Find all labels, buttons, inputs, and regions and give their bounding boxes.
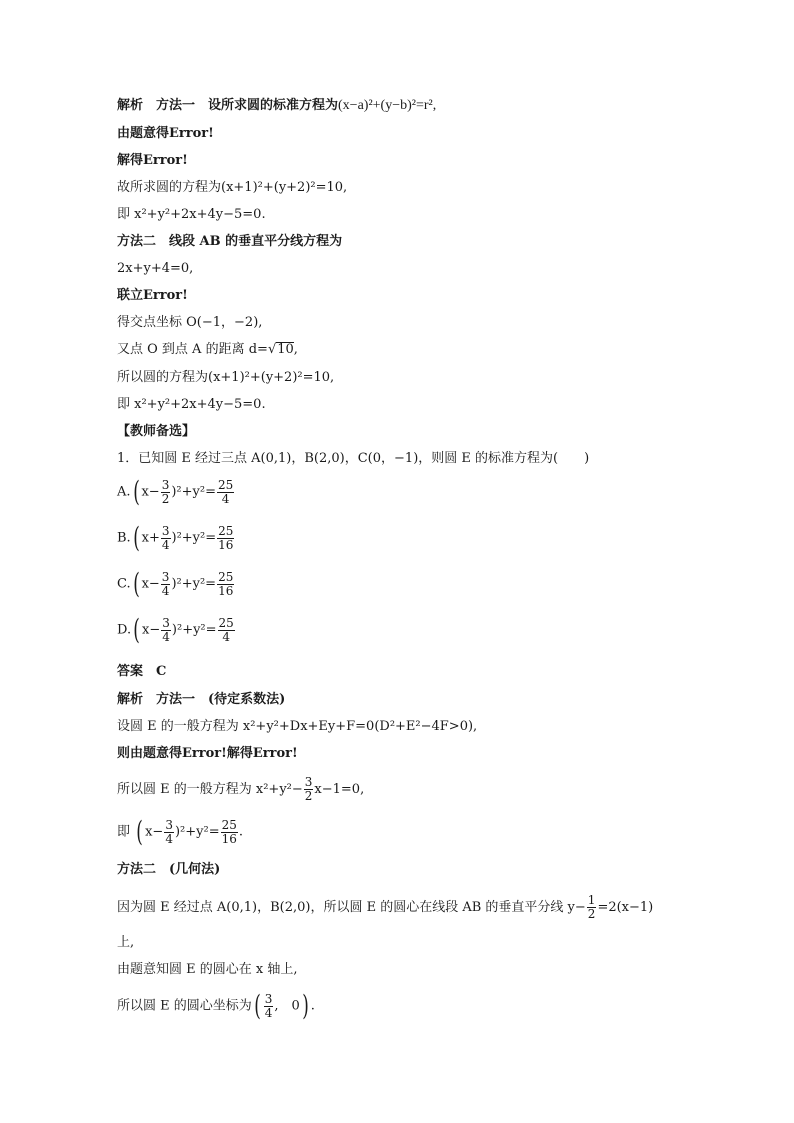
bisector-line	[117, 894, 653, 921]
solution2-method1-line: 解析 方法一 (待定系数法)	[117, 692, 286, 707]
numerator: 25	[218, 615, 234, 630]
fraction	[164, 819, 174, 846]
distance-comma: ,	[293, 342, 298, 357]
option-d-post: )²+y²=	[171, 622, 217, 638]
left-paren-icon: (	[136, 815, 143, 848]
numerator: 3	[264, 991, 273, 1006]
denominator: 4	[264, 1005, 273, 1020]
denominator: 4	[162, 629, 170, 644]
denominator: 16	[218, 583, 234, 598]
distance-text: 又点 O 到点 A 的距离 d=	[117, 342, 268, 357]
circle-standard-equation: (x−a)²+(y−b)²=r²,	[338, 98, 437, 113]
intersection-line: 得交点坐标 O(−1，−2),	[117, 315, 263, 330]
option-a-post: )²+y²=	[171, 484, 216, 500]
solution-method1-line	[117, 98, 436, 114]
general-equation-e-text: 所以圆 E 的一般方程为 x²+y²−	[117, 782, 303, 797]
numerator: 3	[304, 775, 313, 789]
option-b-post: )²+y²=	[171, 530, 217, 546]
fraction	[264, 993, 274, 1020]
fraction	[217, 525, 234, 552]
result-equation-line: 故所求圆的方程为(x+1)²+(y+2)²=10,	[117, 180, 348, 195]
left-paren-icon: (	[132, 521, 140, 554]
numerator: 25	[217, 477, 234, 492]
combine-line: 联立Error!	[117, 288, 188, 303]
numerator: 25	[218, 523, 234, 538]
option-b-letter: B.	[117, 530, 131, 546]
method2-line: 方法二 线段 AB 的垂直平分线方程为	[117, 234, 343, 249]
method2-geometry-line: 方法二 (几何法)	[117, 862, 221, 877]
distance-line	[117, 342, 298, 358]
denominator: 16	[221, 831, 237, 846]
right-paren-icon: )	[301, 989, 309, 1022]
answer-line: 答案 C	[117, 664, 167, 679]
denominator: 2	[304, 789, 313, 803]
option-c-inner: x−	[141, 576, 160, 592]
condition-solve-line: 则由题意得Error!解得Error!	[117, 746, 298, 761]
general-equation-e-line	[117, 776, 364, 803]
option-c	[117, 567, 235, 600]
teacher-section-heading: 【教师备选】	[117, 424, 196, 439]
left-paren-icon: (	[133, 613, 140, 646]
bisector-equation-line: 2x+y+4=0,	[117, 261, 194, 276]
fraction	[304, 776, 314, 803]
sqrt-radicand: 10	[277, 342, 294, 357]
option-d-inner: x−	[142, 622, 161, 638]
numerator: 3	[161, 477, 170, 492]
general-equation-line-2: 即 x²+y²+2x+4y−5=0.	[117, 397, 266, 412]
bisector-text: 因为圆 E 经过点 A(0,1)，B(2,0)，所以圆 E 的圆心在线段 AB 的垂直平分线 y−	[117, 900, 586, 915]
numerator: 3	[161, 569, 170, 584]
sqrt-icon: √	[267, 342, 277, 357]
general-equation-line: 即 x²+y²+2x+4y−5=0.	[117, 207, 266, 222]
method1-label: 解析 方法一 设所求圆的标准方程为	[117, 98, 339, 113]
center-on-axis-line: 由题意知圆 E 的圆心在 x 轴上,	[117, 962, 298, 977]
option-a	[117, 475, 235, 508]
condition-line: 由题意得Error!	[117, 126, 214, 141]
option-b	[117, 521, 235, 554]
center-coordinate-y: , 0	[274, 998, 300, 1014]
center-coordinate-end: .	[310, 998, 315, 1014]
numerator: 3	[161, 523, 170, 538]
fraction	[161, 479, 171, 506]
center-coordinate-text: 所以圆 E 的圆心坐标为	[117, 998, 252, 1014]
standard-form-post: )²+y²=	[174, 824, 220, 840]
center-coordinate-line	[117, 989, 315, 1022]
standard-form-line	[117, 815, 244, 848]
numerator: 3	[162, 615, 170, 630]
bisector-tail: =2(x−1)	[597, 900, 654, 915]
fraction	[221, 819, 238, 846]
fraction	[217, 479, 234, 506]
denominator: 4	[222, 629, 230, 644]
denominator: 2	[587, 907, 596, 921]
numerator: 25	[218, 569, 234, 584]
numerator: 25	[221, 817, 237, 832]
option-c-letter: C.	[117, 576, 131, 592]
denominator: 4	[165, 831, 173, 846]
continuation-line: 上,	[117, 935, 135, 950]
standard-form-end: .	[238, 824, 244, 840]
standard-form-inner: x−	[145, 824, 164, 840]
circle-equation-line: 所以圆的方程为(x+1)²+(y+2)²=10,	[117, 370, 335, 385]
numerator: 1	[587, 893, 596, 907]
fraction	[587, 894, 597, 921]
denominator: 4	[161, 537, 170, 552]
question-text: 1．已知圆 E 经过三点 A(0,1)，B(2,0)，C(0，−1)，则圆 E 的标准方程为( )	[117, 451, 590, 466]
general-equation-e-tail: x−1=0,	[314, 782, 365, 797]
denominator: 16	[218, 537, 234, 552]
solve-line: 解得Error!	[117, 153, 188, 168]
fraction	[161, 525, 171, 552]
left-paren-icon: (	[132, 567, 140, 600]
fraction	[217, 571, 234, 598]
standard-form-prefix: 即	[117, 824, 131, 840]
option-a-inner: x−	[141, 484, 160, 500]
denominator: 4	[221, 491, 230, 506]
option-c-post: )²+y²=	[171, 576, 217, 592]
fraction	[161, 617, 171, 644]
numerator: 3	[165, 817, 173, 832]
option-a-letter: A.	[117, 484, 131, 500]
left-paren-icon: (	[253, 989, 261, 1022]
general-form-line: 设圆 E 的一般方程为 x²+y²+Dx+Ey+F=0(D²+E²−4F>0),	[117, 719, 478, 734]
fraction	[161, 571, 171, 598]
option-d-letter: D.	[117, 622, 132, 638]
denominator: 4	[161, 583, 170, 598]
option-b-inner: x+	[141, 530, 160, 546]
denominator: 2	[161, 491, 170, 506]
option-d	[117, 613, 236, 646]
left-paren-icon: (	[132, 475, 140, 508]
fraction	[218, 617, 235, 644]
